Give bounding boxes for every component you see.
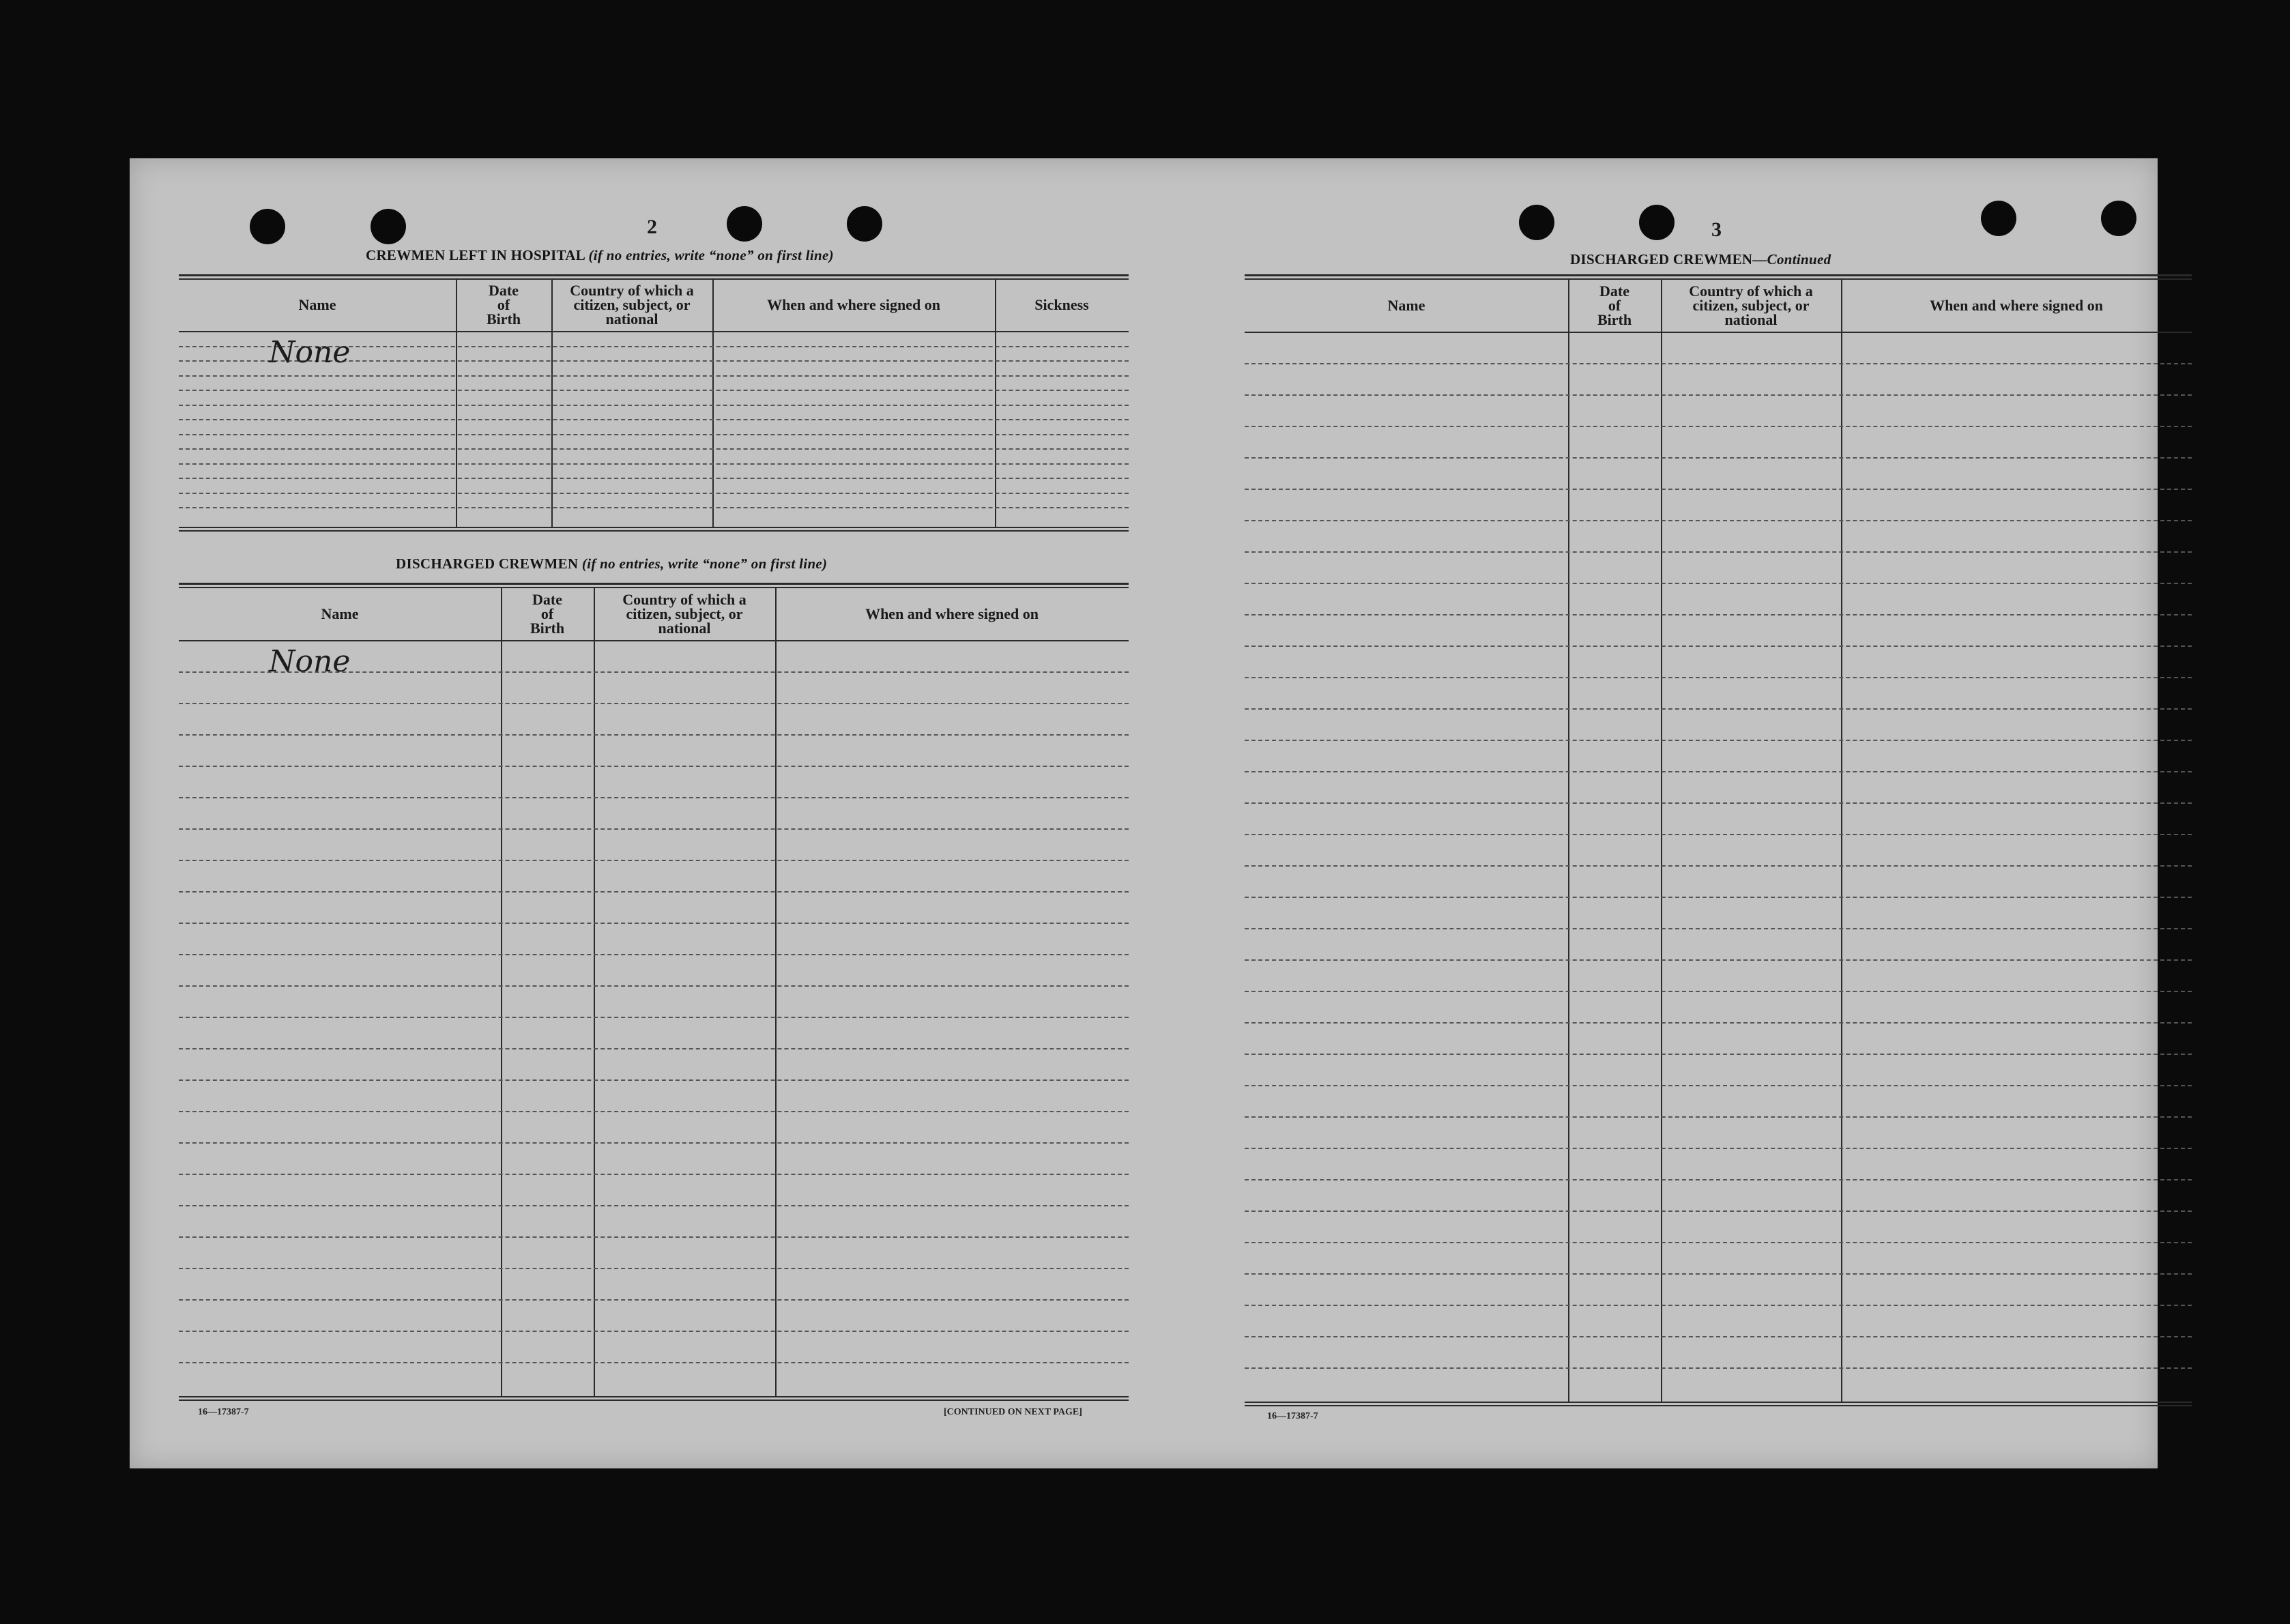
row-line <box>1245 426 2192 427</box>
page-number-right: 3 <box>1711 218 1722 241</box>
row-line <box>179 448 1129 450</box>
row-line <box>1245 991 2192 992</box>
row-line <box>1245 1148 2192 1149</box>
table-header-rule <box>1245 332 2192 333</box>
row-line <box>179 734 1129 736</box>
column-header: Name <box>1387 296 1425 314</box>
row-line <box>179 1299 1129 1301</box>
column-header: Date of Birth <box>1597 282 1632 328</box>
row-line <box>1245 1054 2192 1055</box>
ledger-sheet <box>130 158 2158 1468</box>
row-line <box>1245 897 2192 898</box>
table-top-rule-inner <box>1245 278 2192 280</box>
row-line <box>179 1362 1129 1363</box>
row-line <box>179 797 1129 798</box>
row-line <box>179 860 1129 861</box>
row-line <box>179 375 1129 377</box>
table-top-rule <box>1245 274 2192 276</box>
punch-hole <box>847 206 882 242</box>
row-line <box>1245 1210 2192 1212</box>
row-line <box>179 1331 1129 1332</box>
row-line <box>179 493 1129 494</box>
row-line <box>1245 1305 2192 1306</box>
table-top-rule <box>179 583 1129 585</box>
row-line <box>1245 708 2192 710</box>
discharged-section-title <box>396 555 827 572</box>
row-line <box>179 985 1129 987</box>
row-line <box>179 1079 1129 1081</box>
hospital-section-title <box>366 247 834 264</box>
row-line <box>1245 959 2192 961</box>
table-top-rule-inner <box>179 587 1129 588</box>
row-line <box>1245 1242 2192 1243</box>
row-line <box>179 507 1129 508</box>
column-header: Sickness <box>1034 296 1089 313</box>
row-line <box>179 828 1129 830</box>
punch-hole <box>371 209 406 244</box>
row-line <box>1245 1179 2192 1180</box>
row-line <box>1245 771 2192 772</box>
row-line <box>1245 520 2192 521</box>
table-top-rule-inner <box>179 278 1129 280</box>
table-header-rule <box>179 331 1129 332</box>
row-line <box>179 923 1129 924</box>
continued-title-text: DISCHARGED CREWMEN <box>1570 251 1753 267</box>
discharged-title-instruction: (if no entries, write “none” on first line) <box>581 555 828 572</box>
handwritten-entry: None <box>269 335 351 370</box>
table-bottom-rule <box>179 527 1129 528</box>
row-line <box>179 1048 1129 1049</box>
row-line <box>1245 928 2192 929</box>
row-line <box>179 1111 1129 1112</box>
handwritten-entry: None <box>269 644 351 679</box>
row-line <box>179 1017 1129 1018</box>
column-header: Date of Birth <box>530 590 565 637</box>
row-line <box>179 434 1129 435</box>
column-divider <box>712 278 714 527</box>
punch-hole <box>250 209 285 244</box>
row-line <box>179 405 1129 406</box>
row-line <box>1245 489 2192 490</box>
punch-hole <box>2101 201 2136 236</box>
row-line <box>179 1142 1129 1144</box>
form-number-left: 16—17387-7 <box>198 1407 249 1417</box>
row-line <box>1245 646 2192 647</box>
row-line <box>179 1268 1129 1269</box>
discharged-title-text: DISCHARGED CREWMEN <box>396 555 579 572</box>
punch-hole <box>1519 205 1554 240</box>
row-line <box>1245 1336 2192 1337</box>
table-bottom-rule <box>179 1396 1129 1397</box>
table-top-rule <box>179 274 1129 276</box>
row-line <box>179 1236 1129 1238</box>
continued-note: [CONTINUED ON NEXT PAGE] <box>944 1407 1082 1417</box>
punch-hole <box>1981 201 2016 236</box>
column-header: Date of Birth <box>486 282 521 328</box>
row-line <box>1245 802 2192 804</box>
row-line <box>179 463 1129 465</box>
row-line <box>179 891 1129 893</box>
column-header: Country of which a citizen, subject, or national <box>570 282 694 328</box>
row-line <box>179 390 1129 391</box>
column-divider <box>1661 278 1662 1402</box>
row-line <box>1245 740 2192 741</box>
row-line <box>179 954 1129 955</box>
row-line <box>179 478 1129 479</box>
row-line <box>1245 1116 2192 1118</box>
table-header-rule <box>179 640 1129 641</box>
punch-hole <box>1639 205 1675 240</box>
row-line <box>179 1205 1129 1206</box>
column-divider <box>775 587 777 1396</box>
table-bottom-rule-outer <box>179 1400 1129 1401</box>
column-divider <box>501 587 502 1396</box>
row-line <box>1245 865 2192 867</box>
row-line <box>179 419 1129 420</box>
table-bottom-rule <box>1245 1402 2192 1403</box>
column-header: When and where signed on <box>865 605 1039 622</box>
column-divider <box>1568 278 1569 1402</box>
column-divider <box>995 278 996 527</box>
column-header: When and where signed on <box>767 296 940 313</box>
punch-hole <box>727 206 762 242</box>
form-number-right: 16—17387-7 <box>1267 1411 1318 1421</box>
column-header: Country of which a citizen, subject, or national <box>1689 282 1813 328</box>
row-line <box>1245 677 2192 678</box>
continued-title-suffix: —Continued <box>1752 251 1831 267</box>
table-bottom-rule-outer <box>1245 1405 2192 1406</box>
page-number-left: 2 <box>647 216 657 238</box>
row-line <box>1245 457 2192 459</box>
column-header: When and where signed on <box>1930 296 2103 314</box>
table-bottom-rule-outer <box>179 530 1129 532</box>
column-header: Country of which a citizen, subject, or national <box>622 590 747 637</box>
row-line <box>1245 363 2192 364</box>
row-line <box>1245 583 2192 584</box>
row-line <box>1245 551 2192 553</box>
row-line <box>1245 1273 2192 1275</box>
row-line <box>1245 394 2192 396</box>
row-line <box>1245 1367 2192 1369</box>
row-line <box>1245 614 2192 615</box>
column-header: Name <box>298 296 336 313</box>
column-divider <box>1841 278 1842 1402</box>
row-line <box>179 703 1129 704</box>
row-line <box>1245 1022 2192 1024</box>
hospital-title-instruction: (if no entries, write “none” on first line) <box>588 247 834 263</box>
row-line <box>179 1174 1129 1175</box>
hospital-title-text: CREWMEN LEFT IN HOSPITAL <box>366 247 585 263</box>
row-line <box>1245 1085 2192 1086</box>
row-line <box>179 766 1129 767</box>
column-header: Name <box>321 605 359 622</box>
column-divider <box>594 587 595 1396</box>
row-line <box>1245 834 2192 835</box>
continued-section-title <box>1570 251 1831 268</box>
